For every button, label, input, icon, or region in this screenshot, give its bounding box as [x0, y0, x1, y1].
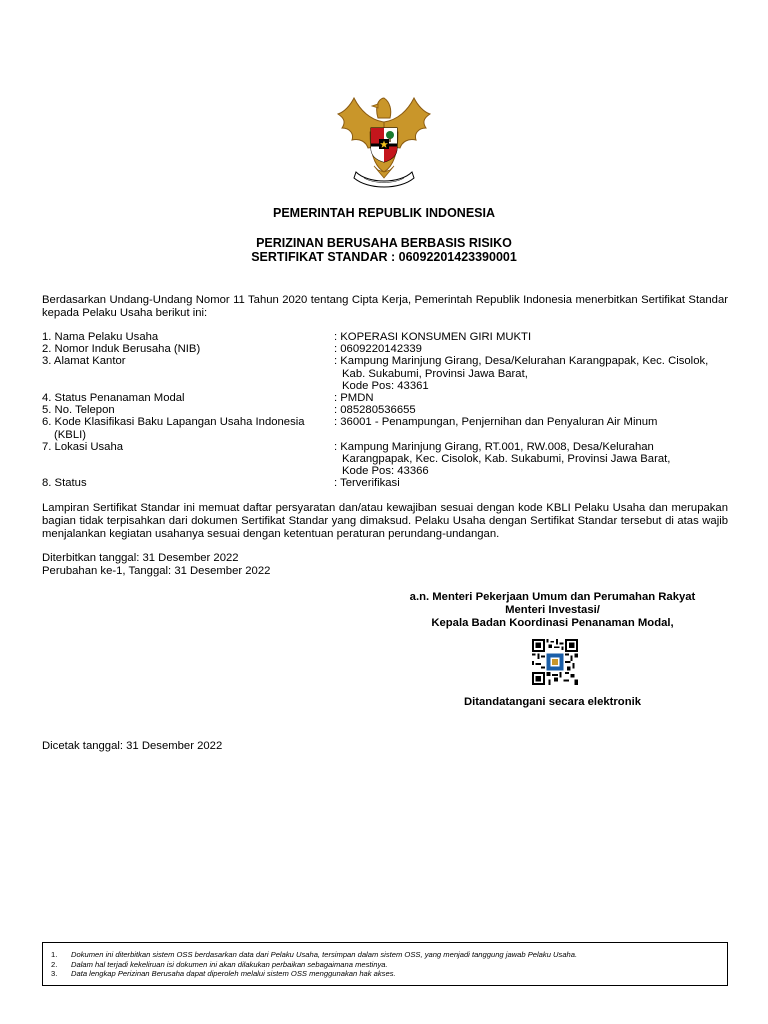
attachment-paragraph: Lampiran Sertifikat Standar ini memuat daftar persyaratan dan/atau kewajiban sesuai dengan kode KBLI Pelaku Usaha dan merupakan bagian tidak terpisahkan dari dokumen Sertifikat Standar yang dimaksud. Pelaku Usaha dengan Sertifikat Standar tersebut di atas wajib menjalankan kegiatan usahanya sesuai dengan ketentuan peraturan perundang-undangan.	[42, 502, 728, 540]
certificate-number: SERTIFIKAT STANDAR : 06092201423390001	[251, 250, 517, 264]
signatory-block	[400, 591, 705, 630]
garuda-emblem-icon	[330, 92, 438, 192]
qr-code-icon	[532, 639, 578, 685]
footnote: 3. Data lengkap Perizinan Berusaha dapat diperoleh melalui sistem OSS menggunakan hak akses.	[51, 969, 396, 979]
field-value: : PMDN	[334, 392, 374, 405]
signatory-line: a.n. Menteri Pekerjaan Umum dan Perumahan Rakyat	[409, 591, 696, 603]
business-fields	[42, 331, 732, 490]
footnotes-box	[42, 942, 728, 986]
field-value: : 085280536655	[334, 404, 416, 417]
field-label: 1. Nama Pelaku Usaha	[42, 331, 159, 343]
field-label: 3. Alamat Kantor	[42, 355, 126, 368]
field-label-line: (KBLI)	[54, 428, 87, 441]
footnote: 1. Dokumen ini diterbitkan sistem OSS berdasarkan data dari Pelaku Usaha, tersimpan dalam sistem OSS, yang menjadi tanggung jawab Pelaku Usaha.	[51, 950, 578, 959]
change-date: Perubahan ke-1, Tanggal: 31 Desember 2022	[42, 565, 271, 577]
field-label	[42, 416, 327, 440]
issued-date: Diterbitkan tanggal: 31 Desember 2022	[42, 552, 239, 564]
field-value-line: Kab. Sukabumi, Provinsi Jawa Barat,	[342, 367, 528, 380]
intro-paragraph: Berdasarkan Undang-Undang Nomor 11 Tahun 2020 tentang Cipta Kerja, Pemerintah Republik Indonesia menerbitkan Sertifikat Standar kepada Pelaku Usaha berikut ini:	[42, 294, 728, 319]
field-label: 2. Nomor Induk Berusaha (NIB)	[42, 343, 201, 356]
field-value: : Kampung Marinjung Girang, RT.001, RW.008, Desa/Kelurahan	[334, 440, 654, 453]
field-label: 5. No. Telepon	[42, 404, 115, 417]
document-title: PERIZINAN BERUSAHA BERBASIS RISIKO	[256, 236, 512, 250]
field-kbli	[42, 416, 732, 440]
field-value: : 0609220142339	[334, 343, 422, 356]
field-value-line: Kode Pos: 43361	[342, 379, 429, 392]
issue-dates	[42, 552, 270, 578]
signatory-line: Kepala Badan Koordinasi Penanaman Modal,	[431, 617, 674, 629]
field-nib	[42, 343, 732, 355]
field-label: 4. Status Penanaman Modal	[42, 392, 185, 405]
field-office-address	[42, 355, 732, 392]
field-value: : Kampung Marinjung Girang, Desa/Kelurahan Karangpapak, Kec. Cisolok,	[334, 355, 709, 368]
field-label: 8. Status	[42, 477, 87, 490]
field-phone	[42, 404, 732, 416]
field-value-line: Kode Pos: 43366	[342, 465, 429, 478]
field-label-line: 6. Kode Klasifikasi Baku Lapangan Usaha Indonesia	[42, 416, 305, 429]
electronic-signature-note: Ditandatangani secara elektronik	[463, 696, 642, 708]
field-business-location	[42, 441, 732, 478]
field-status	[42, 477, 732, 489]
field-value: : Terverifikasi	[334, 477, 400, 490]
field-value-line: Karangpapak, Kec. Cisolok, Kab. Sukabumi, Provinsi Jawa Barat,	[342, 453, 671, 466]
signatory-line: Menteri Investasi/	[505, 604, 600, 616]
field-investment-status	[42, 392, 732, 404]
field-value: : KOPERASI KONSUMEN GIRI MUKTI	[334, 331, 532, 343]
government-heading: PEMERINTAH REPUBLIK INDONESIA	[272, 206, 495, 220]
field-label: 7. Lokasi Usaha	[42, 440, 124, 453]
footnote: 2. Dalam hal terjadi kekeliruan isi dokumen ini akan dilakukan perbaikan sebagaimana mestinya.	[51, 959, 388, 969]
field-business-name	[42, 331, 732, 343]
printed-date: Dicetak tanggal: 31 Desember 2022	[42, 740, 223, 752]
field-value: : 36001 - Penampungan, Penjernihan dan Penyaluran Air Minum	[334, 416, 658, 429]
